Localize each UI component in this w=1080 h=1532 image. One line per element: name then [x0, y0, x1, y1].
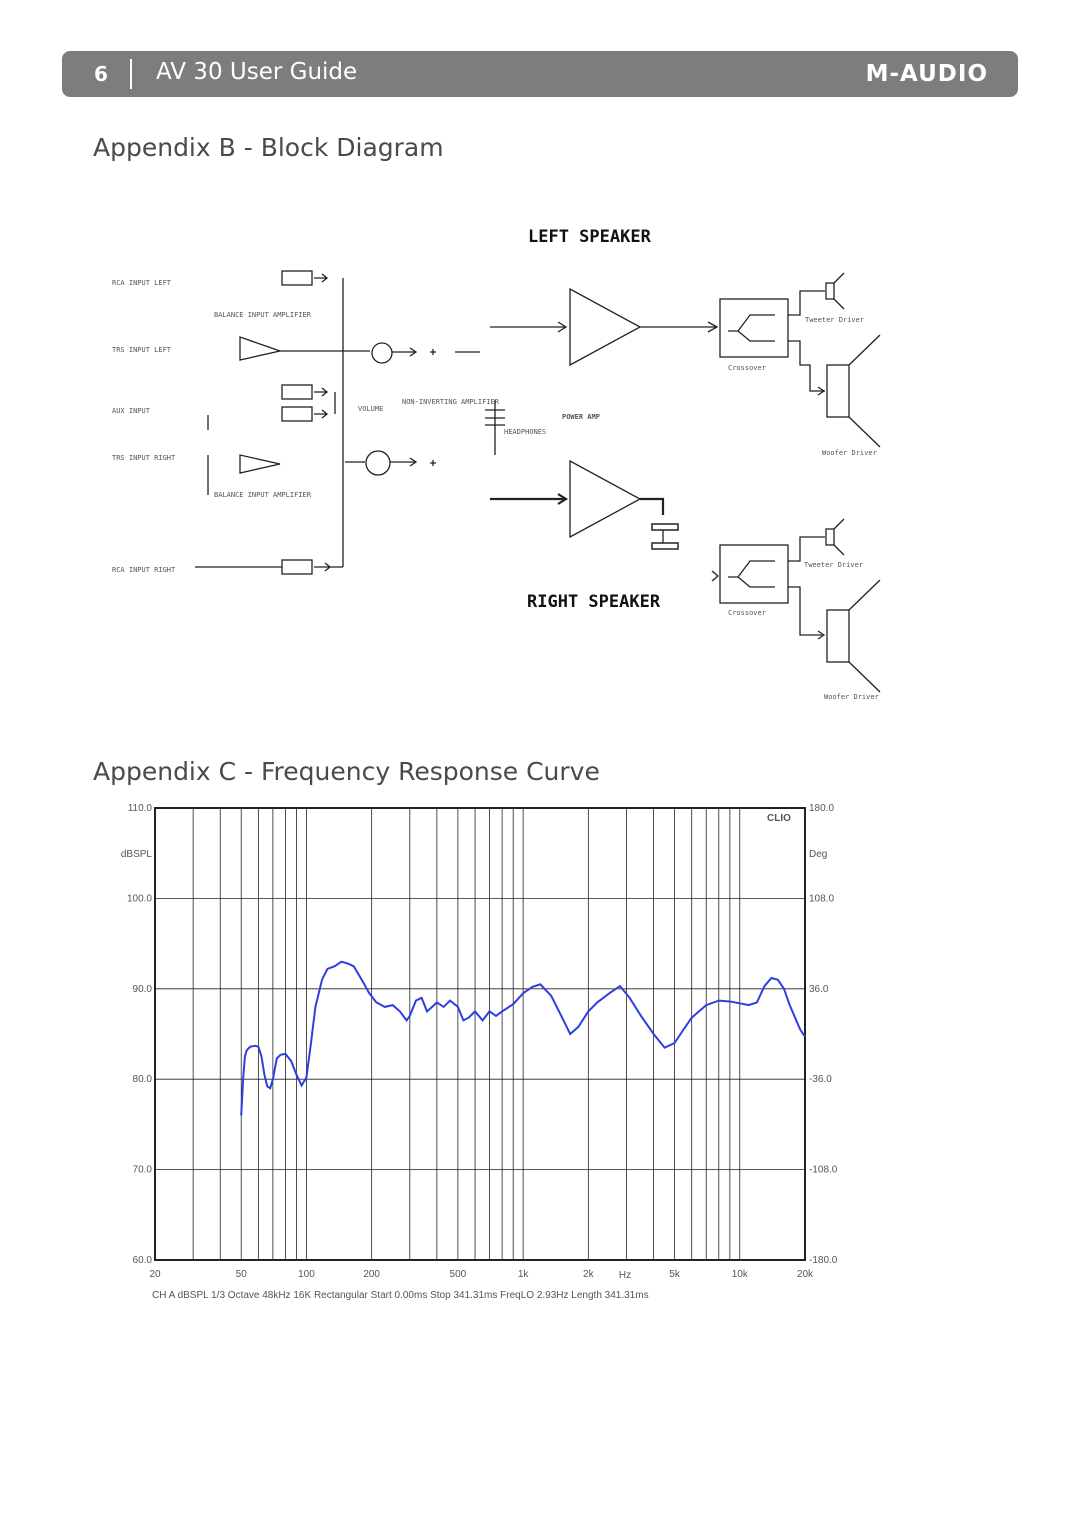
x-tick-label: 50: [235, 1269, 247, 1280]
rca-input-right-label: RCA INPUT RIGHT: [112, 566, 176, 574]
right-crossover: [720, 545, 788, 603]
x-tick-label: 10k: [731, 1269, 748, 1280]
y2-tick-label: 180.0: [809, 803, 835, 814]
balance-amp-label-right: BALANCE INPUT AMPLIFIER: [214, 491, 311, 499]
headphones-label: HEADPHONES: [504, 428, 547, 436]
rca-left-jack: [282, 271, 312, 285]
right-crossover-label: Crossover: [728, 609, 766, 617]
frequency-response-chart: [90, 795, 870, 1310]
aux-jack-1: [282, 385, 312, 399]
left-woofer: [827, 365, 849, 417]
appendix-b-title: Appendix B - Block Diagram: [93, 133, 444, 162]
x-tick-label: 500: [449, 1269, 467, 1280]
x-tick-label: 5k: [669, 1269, 680, 1280]
y2-tick-label: -36.0: [809, 1074, 832, 1086]
x-tick-label: 2k: [583, 1269, 594, 1280]
rca-input-left-label: RCA INPUT LEFT: [112, 279, 172, 287]
power-amp-label: POWER AMP: [562, 413, 600, 421]
x-tick-label: 20k: [796, 1269, 814, 1280]
y-axis-label: dBSPL: [120, 849, 152, 860]
y2-tick-label: 108.0: [809, 893, 835, 905]
y-tick-label: 100.0: [126, 893, 152, 905]
y2-tick-label: -180.0: [809, 1255, 838, 1266]
x-tick-label: 200: [363, 1269, 381, 1280]
aux-input-label: AUX INPUT: [112, 407, 150, 415]
page-header: [62, 51, 1018, 97]
aux-jack-2: [282, 407, 312, 421]
y-tick-label: 70.0: [132, 1164, 152, 1176]
block-diagram: [100, 215, 900, 710]
volume-pot-left: [372, 343, 392, 363]
volume-label: VOLUME: [358, 405, 384, 413]
page-number: 6: [94, 62, 108, 86]
y-tick-label: 60.0: [132, 1255, 152, 1266]
x-unit-label: Hz: [618, 1270, 632, 1281]
left-speaker-label: LEFT SPEAKER: [528, 227, 651, 247]
brand-logo: M-AUDIO: [865, 61, 988, 87]
left-crossover: [720, 299, 788, 357]
clio-brand-label: CLIO: [767, 813, 791, 824]
appendix-c-title: Appendix C - Frequency Response Curve: [93, 757, 600, 786]
y-tick-label: 90.0: [132, 983, 152, 995]
right-speaker-label: RIGHT SPEAKER: [527, 592, 661, 612]
plot-area: [155, 808, 805, 1260]
right-power-amp: [570, 461, 640, 537]
left-power-amp: [570, 289, 640, 365]
trs-input-right-label: TRS INPUT RIGHT: [112, 454, 176, 462]
left-woofer-label: Woofer Driver: [822, 449, 877, 457]
y2-tick-label: 36.0: [809, 983, 829, 995]
y2-axis-label: Deg: [809, 849, 828, 860]
chart-footer: CH A dBSPL 1/3 Octave 48kHz 16K Rectangular Start 0.00ms Stop 341.31ms FreqLO 2.93Hz Length 341.31ms: [152, 1290, 649, 1301]
non-inverting-amp-label: NON-INVERTING AMPLIFIER: [402, 398, 499, 406]
y-tick-label: 110.0: [127, 803, 152, 814]
left-crossover-label: Crossover: [728, 364, 766, 372]
balance-amp-label-left: BALANCE INPUT AMPLIFIER: [214, 311, 311, 319]
x-tick-label: 20: [149, 1269, 161, 1280]
left-tweeter-label: Tweeter Driver: [805, 316, 865, 324]
guide-title: AV 30 User Guide: [156, 59, 358, 85]
x-tick-label: 100: [298, 1269, 315, 1280]
left-tweeter: [826, 283, 834, 299]
x-tick-label: 1k: [517, 1269, 529, 1280]
y-tick-label: 80.0: [132, 1074, 152, 1086]
right-woofer-label: Woofer Driver: [824, 693, 879, 701]
header-divider: [130, 59, 132, 89]
trs-input-left-label: TRS INPUT LEFT: [112, 346, 172, 354]
right-woofer: [827, 610, 849, 662]
right-tweeter-label: Tweeter Driver: [804, 561, 864, 569]
rca-right-jack: [282, 560, 312, 574]
y2-tick-label: -108.0: [809, 1164, 838, 1176]
right-tweeter: [826, 529, 834, 545]
volume-pot-right: [366, 451, 390, 475]
